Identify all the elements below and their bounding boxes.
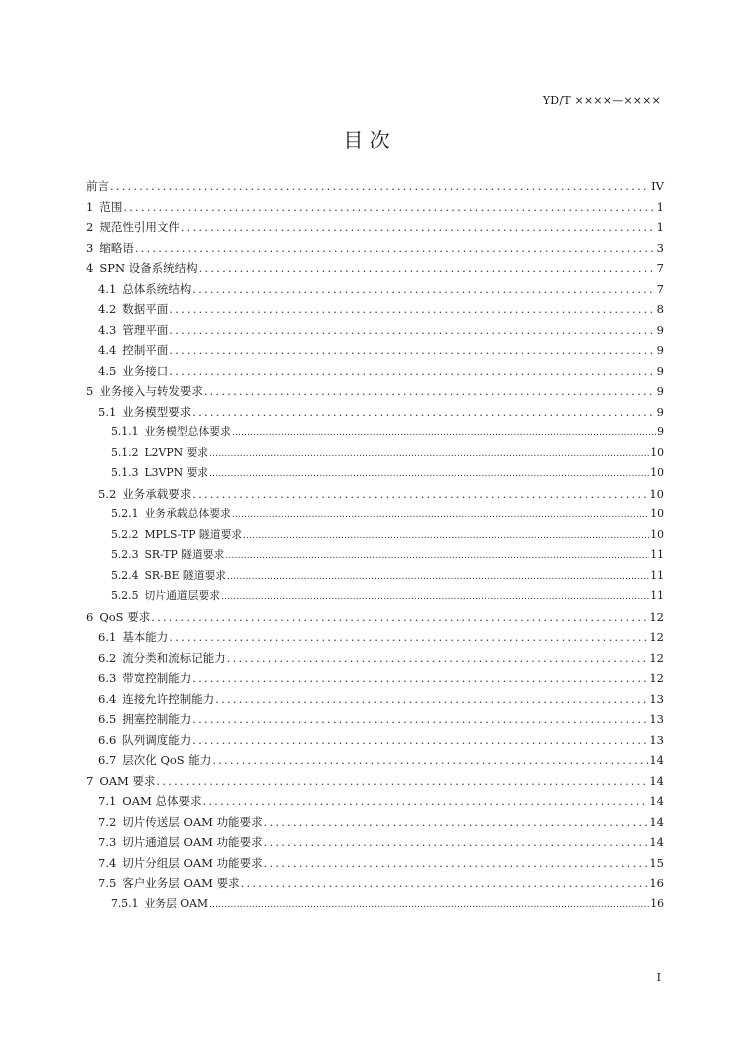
toc-entry-number: 4.4 <box>98 343 117 357</box>
toc-entry[interactable] <box>86 709 664 730</box>
toc-entry-label <box>111 504 231 525</box>
toc-entry-page: 10 <box>650 466 664 479</box>
toc-leader-dots <box>192 668 648 689</box>
toc-leader-dots <box>225 546 649 567</box>
toc-entry-page: 9 <box>656 363 664 378</box>
toc-entry[interactable] <box>86 873 664 894</box>
toc-entry-page: 9 <box>656 404 664 419</box>
toc-entry-label <box>98 730 191 751</box>
toc-entry-title: 业务接口 <box>122 363 169 378</box>
toc-entry-number: 6 <box>86 609 94 624</box>
toc-entry-number: 7.1 <box>98 794 117 808</box>
toc-entry-page: 10 <box>650 445 664 459</box>
toc-entry-number: 5.2 <box>98 486 117 501</box>
toc-entry-title: 数据平面 <box>122 302 169 316</box>
toc-entry-label <box>86 238 134 259</box>
toc-entry-number: 5.2.1 <box>111 507 139 520</box>
toc-entry-title: 范围 <box>99 199 123 214</box>
toc-entry-page: 3 <box>656 240 664 255</box>
toc-entry[interactable] <box>86 176 664 197</box>
toc-entry-page: 12 <box>649 671 664 685</box>
toc-entry[interactable] <box>86 402 664 423</box>
toc-entry-number: 6.2 <box>98 650 117 665</box>
toc-entry-page: 8 <box>656 302 664 316</box>
toc-entry-label <box>98 402 191 423</box>
toc-entry-title: 业务模型总体要求 <box>144 425 231 438</box>
toc-entry-page: 16 <box>650 896 664 910</box>
toc-entry-label <box>86 258 198 279</box>
toc-entry[interactable] <box>86 381 664 402</box>
toc-entry[interactable] <box>86 504 664 525</box>
toc-entry-label <box>86 217 180 238</box>
toc-entry-number: 6.6 <box>98 732 117 747</box>
toc-entry-label <box>98 279 191 300</box>
toc-entry[interactable] <box>86 894 664 915</box>
toc-entry-page: 9 <box>656 322 664 337</box>
toc-entry-title: MPLS-TP 隧道要求 <box>144 527 243 541</box>
toc-entry-page: 1 <box>656 220 664 234</box>
toc-leader-dots <box>169 340 655 361</box>
toc-entry-page: 11 <box>650 589 664 602</box>
toc-entry-title: L3VPN 要求 <box>144 466 209 479</box>
standard-id: YD/T ××××—×××× <box>542 94 661 107</box>
toc-entry-number: 3 <box>86 240 94 255</box>
toc-entry-page: 9 <box>657 425 664 438</box>
toc-entry-number: 7.4 <box>98 855 117 870</box>
toc-entry[interactable] <box>86 730 664 751</box>
toc-entry-label <box>111 463 208 484</box>
toc-entry-label <box>111 443 208 464</box>
toc-entry-label <box>98 627 168 648</box>
toc-leader-dots <box>232 423 656 444</box>
toc-entry[interactable] <box>86 299 664 320</box>
toc-entry-title: 管理平面 <box>122 322 169 337</box>
toc-entry[interactable] <box>86 320 664 341</box>
toc-entry-title: 业务承载总体要求 <box>144 507 231 520</box>
toc-leader-dots <box>169 361 655 382</box>
toc-entry-label <box>98 299 168 320</box>
toc-leader-dots <box>202 791 648 812</box>
toc-entry-page: 14 <box>649 794 664 808</box>
toc-entry-title: 切片传送层 OAM 功能要求 <box>122 814 263 829</box>
toc-leader-dots <box>135 238 656 259</box>
toc-leader-dots <box>204 381 656 402</box>
toc-entry-page: 12 <box>649 609 664 624</box>
toc-entry-title: SR-TP 隧道要求 <box>144 548 225 561</box>
toc-entry-number: 4 <box>86 261 94 275</box>
toc-entry-title: L2VPN 要求 <box>144 445 209 459</box>
toc-entry-label <box>111 525 242 546</box>
toc-leader-dots <box>227 567 649 588</box>
toc-entry[interactable] <box>86 258 664 279</box>
toc-entry-page: 14 <box>649 814 664 829</box>
toc-entry-page: 13 <box>649 712 664 726</box>
toc-entry[interactable] <box>86 566 664 587</box>
toc-leader-dots <box>212 750 648 771</box>
toc-entry[interactable] <box>86 525 664 546</box>
toc-entry-label <box>98 750 211 771</box>
toc-entry-title: 规范性引用文件 <box>99 220 180 234</box>
toc-entry-label <box>98 873 240 894</box>
toc-entry[interactable] <box>86 586 664 607</box>
toc-entry-title: OAM 总体要求 <box>122 794 202 808</box>
toc-entry-page: 1 <box>656 199 664 214</box>
toc-entry-label <box>98 791 201 812</box>
toc-entry-number: 7.2 <box>98 814 117 829</box>
toc-entry[interactable] <box>86 422 664 443</box>
toc-entry-page: 13 <box>649 732 664 747</box>
toc-leader-dots <box>264 853 649 874</box>
toc-leader-dots <box>192 402 655 423</box>
toc-entry-page: 9 <box>656 384 664 398</box>
page-number: I <box>656 971 661 984</box>
toc-leader-dots <box>199 258 656 279</box>
toc-entry-title: 队列调度能力 <box>122 732 192 747</box>
toc-entry-page: 11 <box>650 568 664 582</box>
toc-leader-dots <box>209 444 649 465</box>
toc-leader-dots <box>192 730 648 751</box>
toc-entry-label <box>98 648 226 669</box>
toc-entry[interactable] <box>86 545 664 566</box>
toc-entry-label <box>86 607 150 628</box>
toc-entry[interactable] <box>86 812 664 833</box>
toc-entry-page: 14 <box>649 773 664 788</box>
toc-entry-title: 业务接入与转发要求 <box>99 384 203 398</box>
toc-entry-label <box>111 545 224 566</box>
toc-entry-label <box>98 689 214 710</box>
toc-entry-number: 2 <box>86 220 94 234</box>
toc-entry-number: 5.2.2 <box>111 527 139 541</box>
toc-entry-label <box>98 709 191 730</box>
toc-entry-page: 11 <box>650 548 664 561</box>
toc-entry-title: SPN 设备系统结构 <box>99 261 198 275</box>
toc-entry[interactable] <box>86 771 664 792</box>
toc-entry-page: 12 <box>649 630 664 644</box>
toc-leader-dots <box>192 484 648 505</box>
toc-leader-dots <box>215 689 648 710</box>
toc-leader-dots <box>192 709 648 730</box>
toc-entry-page: 14 <box>649 835 664 849</box>
toc-leader-dots <box>169 299 655 320</box>
toc-entry-page: 7 <box>656 281 664 296</box>
toc-entry-page: IV <box>651 179 664 193</box>
toc-entry-title: 连接允许控制能力 <box>122 691 215 706</box>
toc-entry[interactable] <box>86 279 664 300</box>
toc-entry[interactable] <box>86 238 664 259</box>
toc-entry-title: 拥塞控制能力 <box>122 712 192 726</box>
toc-entry-label <box>111 422 231 443</box>
toc-entry-page: 16 <box>649 876 664 890</box>
toc-entry[interactable] <box>86 750 664 771</box>
toc-entry-label <box>98 361 168 382</box>
toc-entry-number: 5.1.3 <box>111 466 139 479</box>
toc-leader-dots <box>221 587 649 608</box>
toc-entry[interactable] <box>86 689 664 710</box>
toc-entry-number: 5.1 <box>98 404 117 419</box>
toc-entry-label <box>111 586 220 607</box>
toc-entry-title: 总体系统结构 <box>122 281 192 296</box>
toc-entry-number: 5.2.3 <box>111 548 139 561</box>
toc-leader-dots <box>192 279 655 300</box>
toc-entry-title: 切片分组层 OAM 功能要求 <box>122 855 263 870</box>
toc-entry-title: 业务模型要求 <box>122 404 192 419</box>
toc-entry-number: 4.5 <box>98 363 117 378</box>
toc-entry[interactable] <box>86 443 664 464</box>
toc-entry[interactable] <box>86 627 664 648</box>
toc-entry-label <box>98 812 263 833</box>
toc-leader-dots <box>241 873 649 894</box>
toc-entry-title: 前言 <box>86 179 109 193</box>
toc-entry-title: 缩略语 <box>99 240 134 255</box>
toc-entry-page: 13 <box>649 691 664 706</box>
toc-entry-title: 基本能力 <box>122 630 169 644</box>
toc-entry-title: 切片通道层 OAM 功能要求 <box>122 835 263 849</box>
toc-entry-label <box>98 320 168 341</box>
toc-entry-number: 6.1 <box>98 630 117 644</box>
toc-entry-page: 14 <box>649 753 664 767</box>
toc-entry-number: 7.5 <box>98 876 117 890</box>
toc-entry-page: 10 <box>649 486 664 501</box>
table-of-contents <box>86 176 664 914</box>
toc-entry-number: 6.7 <box>98 753 117 767</box>
toc-entry[interactable] <box>86 853 664 874</box>
toc-leader-dots <box>123 197 655 218</box>
toc-entry-number: 5 <box>86 384 94 398</box>
toc-entry[interactable] <box>86 484 664 505</box>
toc-entry-number: 7.3 <box>98 835 117 849</box>
toc-leader-dots <box>243 526 649 547</box>
toc-entry-number: 5.1.2 <box>111 445 139 459</box>
toc-entry-title: 流分类和流标记能力 <box>122 650 226 665</box>
toc-entry-label <box>98 832 263 853</box>
toc-leader-dots <box>264 832 649 853</box>
toc-entry[interactable] <box>86 791 664 812</box>
toc-leader-dots <box>232 505 649 526</box>
toc-entry-title: 切片通道层要求 <box>144 589 221 602</box>
toc-leader-dots <box>209 895 649 916</box>
toc-entry-number: 6.4 <box>98 691 117 706</box>
toc-leader-dots <box>264 812 649 833</box>
toc-leader-dots <box>151 607 648 628</box>
toc-entry-label <box>98 340 168 361</box>
toc-entry[interactable] <box>86 668 664 689</box>
toc-entry-number: 4.2 <box>98 302 117 316</box>
toc-entry-page: 12 <box>649 650 664 665</box>
toc-entry-page: 9 <box>656 343 664 357</box>
toc-entry-title: 控制平面 <box>122 343 169 357</box>
toc-leader-dots <box>169 627 648 648</box>
toc-leader-dots <box>227 648 649 669</box>
toc-entry-number: 6.3 <box>98 671 117 685</box>
toc-entry[interactable] <box>86 832 664 853</box>
toc-entry-title: 业务层 OAM <box>144 896 209 910</box>
toc-entry[interactable] <box>86 361 664 382</box>
toc-leader-dots <box>181 217 656 238</box>
toc-entry-page: 15 <box>649 855 664 870</box>
toc-entry-page: 7 <box>656 261 664 275</box>
toc-leader-dots <box>169 320 655 341</box>
toc-entry-number: 4.1 <box>98 281 117 296</box>
toc-entry-number: 1 <box>86 199 94 214</box>
toc-entry-title: 带宽控制能力 <box>122 671 192 685</box>
toc-leader-dots <box>110 176 650 197</box>
toc-entry[interactable] <box>86 648 664 669</box>
toc-entry-number: 6.5 <box>98 712 117 726</box>
toc-entry[interactable] <box>86 463 664 484</box>
toc-entry-title: OAM 要求 <box>99 773 156 788</box>
toc-entry-label <box>86 771 156 792</box>
toc-entry-label <box>98 853 263 874</box>
toc-leader-dots <box>157 771 649 792</box>
toc-entry-title: 客户业务层 OAM 要求 <box>122 876 240 890</box>
toc-entry-title: 层次化 QoS 能力 <box>122 753 212 767</box>
toc-entry-title: SR-BE 隧道要求 <box>144 568 227 582</box>
toc-entry-label <box>86 197 122 218</box>
toc-entry[interactable] <box>86 197 664 218</box>
toc-entry-label <box>98 668 191 689</box>
toc-entry-number: 4.3 <box>98 322 117 337</box>
toc-entry-number: 7 <box>86 773 94 788</box>
toc-entry-label <box>98 484 191 505</box>
toc-entry-label <box>86 381 203 402</box>
toc-entry-page: 10 <box>650 507 664 520</box>
toc-entry-title: 业务承载要求 <box>122 486 192 501</box>
toc-entry[interactable] <box>86 217 664 238</box>
toc-leader-dots <box>209 464 649 485</box>
toc-entry-label <box>111 566 226 587</box>
toc-entry-page: 10 <box>650 527 664 541</box>
toc-entry-number: 5.2.4 <box>111 568 139 582</box>
toc-entry-number: 7.5.1 <box>111 896 139 910</box>
toc-entry-label <box>111 894 208 915</box>
toc-entry[interactable] <box>86 340 664 361</box>
toc-entry-label <box>86 176 109 197</box>
toc-entry[interactable] <box>86 607 664 628</box>
toc-entry-number: 5.1.1 <box>111 425 139 438</box>
toc-entry-number: 5.2.5 <box>111 589 139 602</box>
page-title: 目 次 <box>343 128 390 152</box>
toc-entry-title: QoS 要求 <box>99 609 151 624</box>
